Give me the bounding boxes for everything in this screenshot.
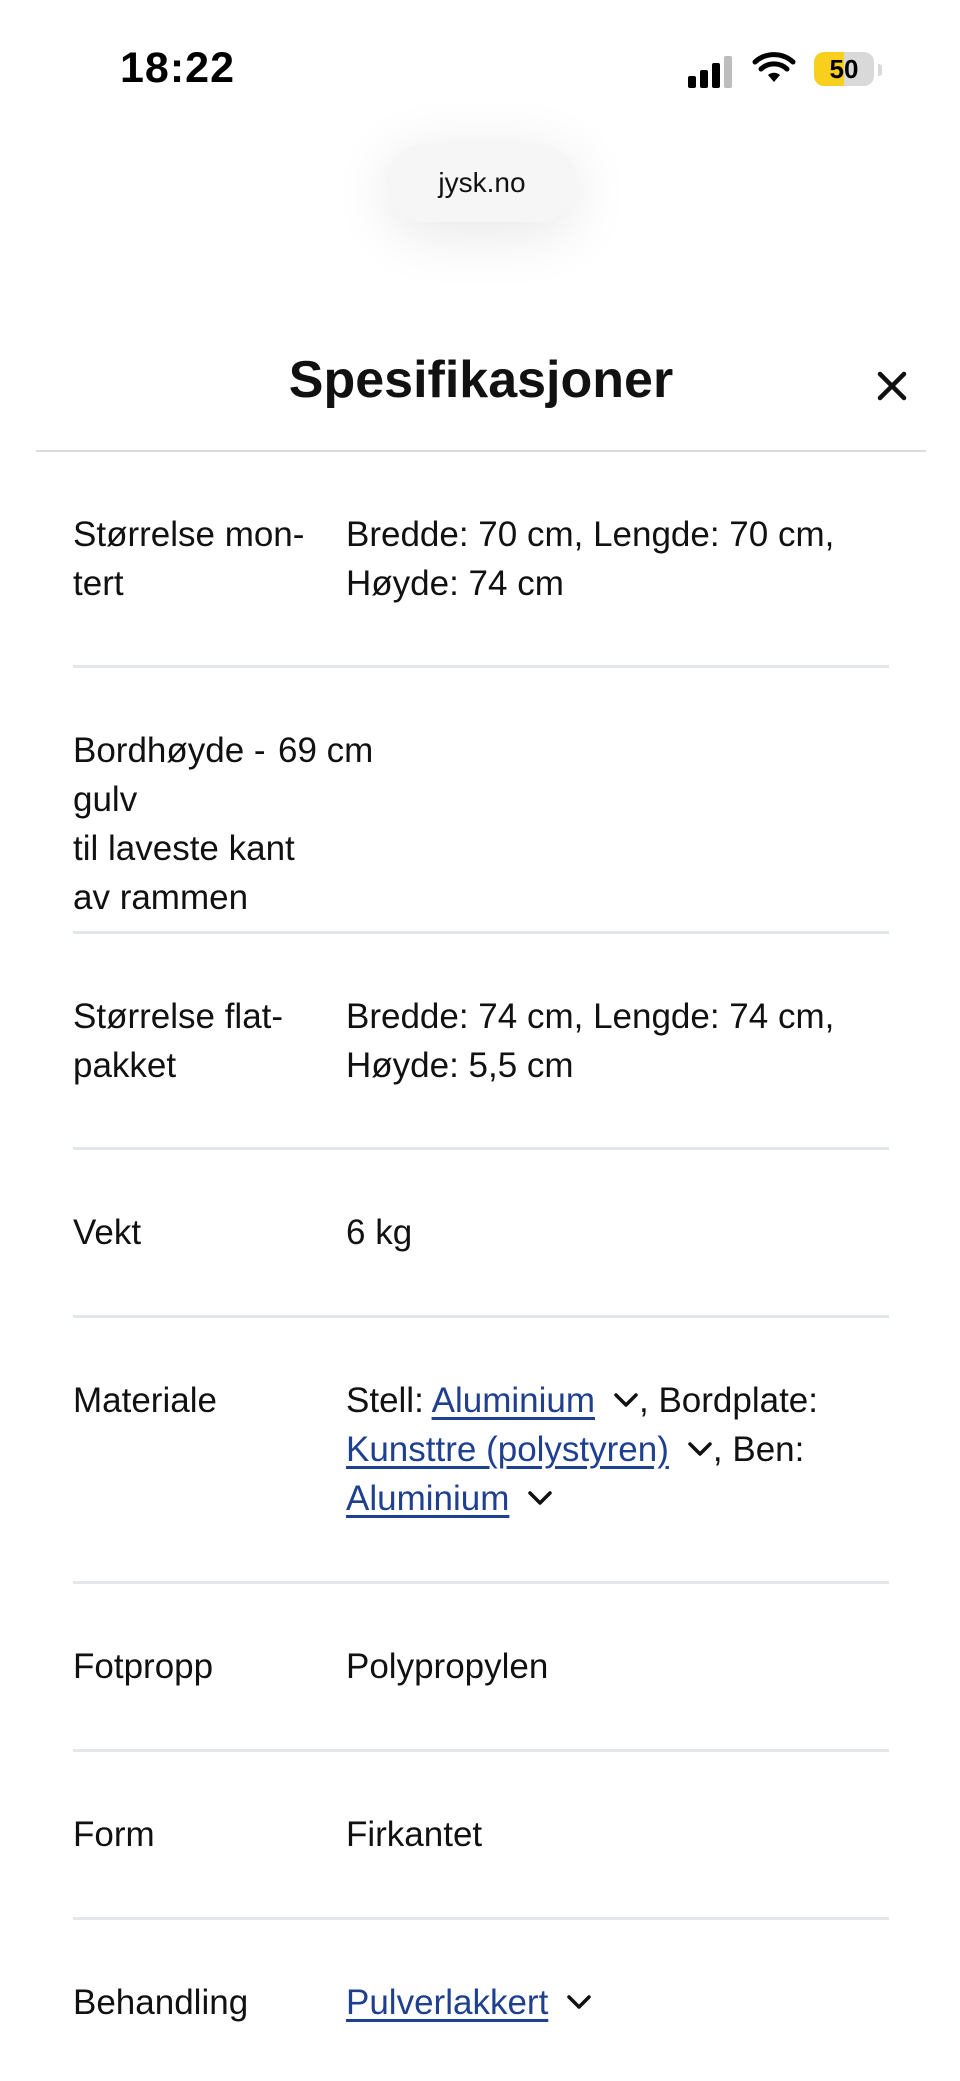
spec-label: Behandling	[73, 1983, 249, 2022]
spec-value: Firkantet	[346, 1815, 483, 1854]
spec-value-text: , Ben:	[712, 1430, 805, 1469]
spec-value	[346, 1978, 886, 2027]
battery-indicator	[814, 52, 876, 88]
spec-list	[73, 452, 889, 2081]
chevron-down-icon[interactable]	[527, 1490, 553, 1506]
spec-value-materiale	[346, 1376, 886, 1523]
spec-row-materiale	[73, 1318, 889, 1584]
spec-value: 69 cm	[278, 731, 374, 770]
spec-row-fotpropp	[73, 1584, 889, 1752]
spec-value: Polypropylen	[346, 1647, 549, 1686]
treatment-link[interactable]: Pulverlakkert	[346, 1983, 549, 2022]
modal-header	[36, 320, 926, 452]
status-bar	[0, 0, 960, 120]
spec-label: Form	[73, 1815, 155, 1854]
spec-row-bordhoyde	[73, 668, 889, 934]
spec-label: Materiale	[73, 1381, 217, 1420]
battery-level: 50	[829, 54, 859, 84]
url-bar[interactable]: jysk.no	[387, 144, 577, 222]
chevron-down-icon[interactable]	[687, 1441, 713, 1457]
modal-title: Spesifikasjoner	[288, 351, 674, 409]
material-link-bordplate[interactable]: Kunsttre (polystyren)	[346, 1430, 669, 1469]
spec-label: Vekt	[73, 1213, 142, 1252]
cellular-signal-icon	[688, 56, 736, 88]
material-link-stell[interactable]: Aluminium	[431, 1381, 595, 1420]
chevron-down-icon[interactable]	[566, 1994, 592, 2010]
status-time: 18:22	[120, 44, 235, 92]
spec-label: Størrelse mon- tert	[73, 515, 305, 603]
spec-row-form	[73, 1752, 889, 1920]
spec-value: Bredde: 74 cm, Lengde: 74 cm, Høyde: 5,5 cm	[346, 997, 835, 1085]
spec-value: 6 kg	[346, 1213, 413, 1252]
spec-row-storrelse-flatpakket	[73, 934, 889, 1150]
spec-row-storrelse-montert	[73, 452, 889, 668]
spec-value-text: Stell:	[346, 1381, 432, 1420]
spec-label: Fotpropp	[73, 1647, 214, 1686]
spec-value-text: , Bordplate:	[639, 1381, 818, 1420]
close-icon[interactable]	[864, 358, 920, 414]
spec-value: Bredde: 70 cm, Lengde: 70 cm, Høyde: 74 cm	[346, 515, 835, 603]
chevron-down-icon[interactable]	[613, 1392, 639, 1408]
spec-row-behandling	[73, 1920, 889, 2081]
material-link-ben[interactable]: Aluminium	[346, 1479, 510, 1518]
wifi-icon	[752, 52, 796, 86]
spec-label: Størrelse flat- pakket	[73, 997, 284, 1085]
spec-label: Bordhøyde - gulv til laveste kant av rammen	[73, 731, 295, 917]
spec-row-vekt	[73, 1150, 889, 1318]
